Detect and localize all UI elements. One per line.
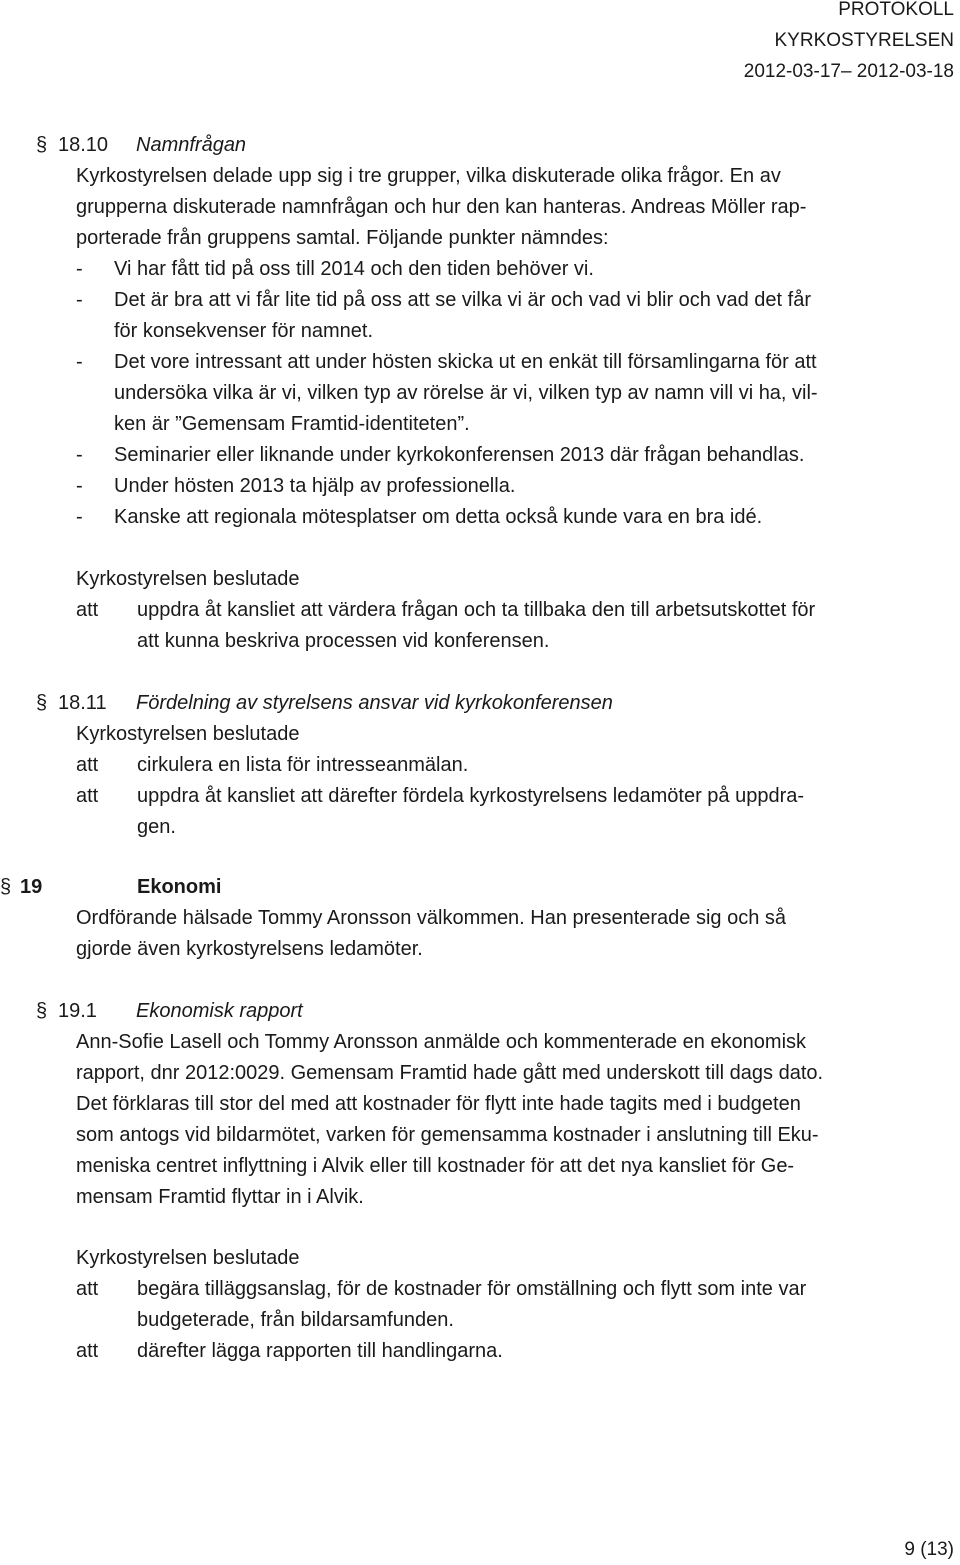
paragraph-line: Ordförande hälsade Tommy Aronsson välkommen. Han presenterade sig och så [76,907,787,929]
bullet-text: undersöka vilka är vi, vilken typ av rörelse är vi, vilken typ av namn vill vi ha, vil- [114,382,818,404]
bullet-text: Vi har fått tid på oss till 2014 och den tiden behöver vi. [114,258,594,280]
bullet-text: ken är ”Gemensam Framtid-identiteten”. [114,413,470,435]
section-heading-18-10 [36,130,247,161]
bullet-text: Det vore intressant att under hösten skicka ut en enkät till församlingarna för att [114,351,817,373]
section-number: 19.1 [58,1000,97,1022]
decision-text: att kunna beskriva processen vid konferensen. [137,630,550,652]
decision-text: uppdra åt kansliet att värdera frågan och ta tillbaka den till arbetsutskottet för [137,599,816,621]
section-mark: § [36,692,48,714]
page-header [744,0,954,87]
bullet-dash: - [76,289,83,311]
bullet-text: Seminarier eller liknande under kyrkokonferensen 2013 där frågan behandlas. [114,444,805,466]
bullet-dash: - [76,258,83,280]
att-label: att [76,1340,99,1362]
att-label: att [76,599,99,621]
section-mark: § [0,876,12,898]
section-heading-19-1 [36,996,303,1027]
section-number: 18.10 [58,134,109,156]
bullet-text: Kanske att regionala mötesplatser om detta också kunde vara en bra idé. [114,506,763,528]
section-title: Fördelning av styrelsens ansvar vid kyrkokonferensen [136,692,613,714]
section-heading-18-11 [36,688,613,719]
section-title: Ekonomi [137,876,222,898]
bullet-text: för konsekvenser för namnet. [114,320,374,342]
decision-text: budgeterade, från bildarsamfunden. [137,1309,454,1331]
paragraph-line: rapport, dnr 2012:0029. Gemensam Framtid hade gått med underskott till dags dato. [76,1062,824,1084]
paragraph-line: grupperna diskuterade namnfrågan och hur den kan hanteras. Andreas Möller rap- [76,196,807,218]
paragraph-line: mensam Framtid flyttar in i Alvik. [76,1186,364,1208]
bullet-dash: - [76,506,83,528]
bullet-dash: - [76,444,83,466]
bullet-dash: - [76,475,83,497]
page-number: 9 (13) [904,1539,954,1560]
att-label: att [76,785,99,807]
att-label: att [76,1278,99,1300]
decision-text: gen. [137,816,176,838]
section-mark: § [36,1000,48,1022]
bullet-text: Under hösten 2013 ta hjälp av professionella. [114,475,516,497]
paragraph-line: porterade från gruppens samtal. Följande punkter nämndes: [76,227,609,249]
header-doc-type: PROTOKOLL [838,0,954,20]
bullet-text: Det är bra att vi får lite tid på oss att se vilka vi är och vad vi blir och vad det får [114,289,811,311]
header-organization: KYRKOSTYRELSEN [774,30,954,51]
decision-text: begära tilläggsanslag, för de kostnader för omställning och flytt som inte var [137,1278,807,1300]
paragraph-line: som antogs vid bildarmötet, varken för gemensamma kostnader i anslutning till Eku- [76,1124,819,1146]
section-heading-19 [0,872,222,903]
decision-heading: Kyrkostyrelsen beslutade [76,723,300,745]
paragraph-line: Ann-Sofie Lasell och Tommy Aronsson anmälde och kommenterade en ekonomisk [76,1031,807,1053]
header-dates: 2012-03-17– 2012-03-18 [743,61,954,82]
att-label: att [76,754,99,776]
section-title: Namnfrågan [136,134,247,156]
paragraph-line: gjorde även kyrkostyrelsens ledamöter. [76,938,423,960]
paragraph-line: Det förklaras till stor del med att kostnader för flytt inte hade tagits med i budgeten [76,1093,801,1115]
section-title: Ekonomisk rapport [136,1000,303,1022]
paragraph-line: Kyrkostyrelsen delade upp sig i tre grupper, vilka diskuterade olika frågor. En av [76,165,781,187]
decision-text: därefter lägga rapporten till handlingarna. [137,1340,503,1362]
decision-text: uppdra åt kansliet att därefter fördela kyrkostyrelsens ledamöter på uppdra- [137,785,805,807]
section-mark: § [36,134,48,156]
paragraph-line: meniska centret inflyttning i Alvik eller till kostnader för att det nya kansliet för Ge- [76,1155,795,1177]
decision-text: cirkulera en lista för intresseanmälan. [137,754,469,776]
decision-heading: Kyrkostyrelsen beslutade [76,568,300,590]
section-number: 19 [20,876,43,898]
bullet-dash: - [76,351,83,373]
decision-heading: Kyrkostyrelsen beslutade [76,1247,300,1269]
section-number: 18.11 [58,692,107,714]
